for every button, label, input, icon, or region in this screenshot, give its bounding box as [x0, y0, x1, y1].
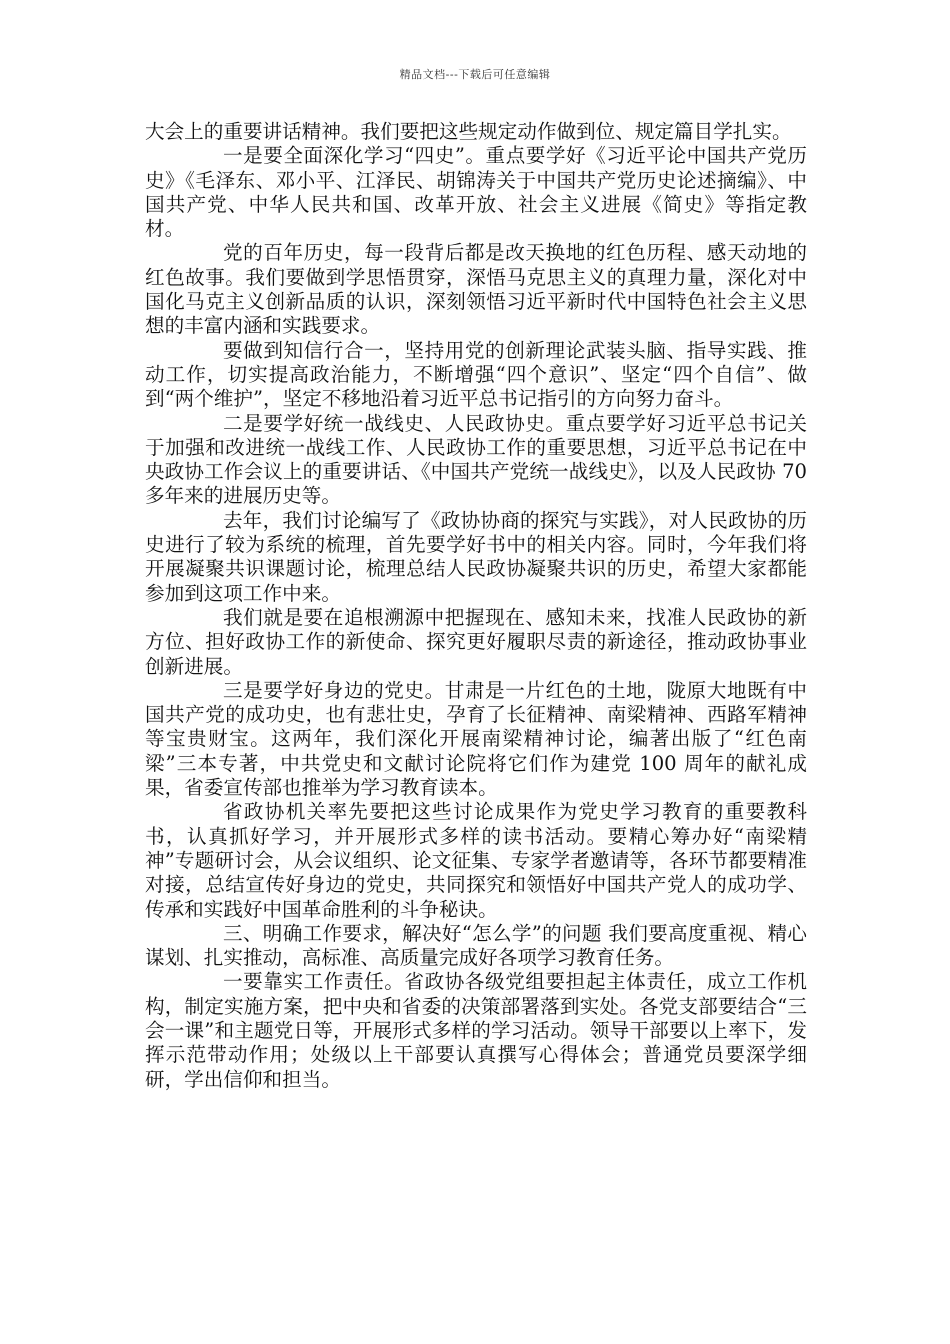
paragraph-6: 去年，我们讨论编写了《政协协商的探究与实践》，对人民政协的历史进行了较为系统的梳理，首先要学好书中的相关内容。同时，今年我们将开展凝聚共识课题讨论，梳理总结人民政协凝聚共识的历史，希望大家都能参加到这项工作中来。: [145, 508, 807, 605]
paragraph-11: 一要靠实工作责任。省政协各级党组要担起主体责任，成立工作机构，制定实施方案，把中央和省委的决策部署落到实处。各党支部要结合“三会一课”和主题党日等，开展形式多样的学习活动。领导干部要以上率下，发挥示范带动作用；处级以上干部要认真撰写心得体会；普通党员要深学细研，学出信仰和担当。: [145, 970, 807, 1091]
paragraph-8: 三是要学好身边的党史。甘肃是一片红色的土地，陇原大地既有中国共产党的成功史，也有悲壮史，孕育了长征精神、南梁精神、西路军精神等宝贵财宝。这两年，我们深化开展南梁精神讨论，编著出版了“红色南梁”三本专著，中共党史和文献讨论院将它们作为建党 100 周年的献礼成果，省委宣传部也推举为学习教育读本。: [145, 678, 807, 800]
paragraph-5: 二是要学好统一战线史、人民政协史。重点要学好习近平总书记关于加强和改进统一战线工作、人民政协工作的重要思想，习近平总书记在中央政协工作会议上的重要讲话、《中国共产党统一战线史》，以及人民政协 70 多年来的进展历史等。: [145, 411, 807, 508]
paragraph-1: 大会上的重要讲话精神。我们要把这些规定动作做到位、规定篇目学扎实。: [145, 120, 792, 143]
paragraph-3: 党的百年历史，每一段背后都是改天换地的红色历程、感天动地的红色故事。我们要做到学思悟贯穿，深悟马克思主义的真理力量，深化对中国化马克主义创新品质的认识，深刻领悟习近平新时代中国特色社会主义思想的丰富内涵和实践要求。: [145, 241, 807, 338]
paragraph-2: 一是要全面深化学习“四史”。重点要学好《习近平论中国共产党历史》《毛泽东、邓小平、江泽民、胡锦涛关于中国共产党历史论述摘编》、中国共产党、中华人民共和国、改革开放、社会主义进展《简史》等指定教材。: [145, 144, 807, 241]
page-header: 精品文档---下载后可任意编辑: [399, 68, 551, 81]
paragraph-7: 我们就是要在追根溯源中把握现在、感知未来，找准人民政协的新方位、担好政协工作的新使命、探究更好履职尽责的新途径，推动政协事业创新进展。: [145, 605, 807, 678]
document-body: [145, 120, 807, 1092]
paragraph-9: 省政协机关率先要把这些讨论成果作为党史学习教育的重要教科书，认真抓好学习，并开展形式多样的读书活动。要精心筹办好“南梁精神”专题研讨会，从会议组织、论文征集、专家学者邀请等，各环节都要精准对接，总结宣传好身边的党史，共同探究和领悟好中国共产党人的成功学、传承和实践好中国革命胜利的斗争秘诀。: [145, 800, 807, 921]
paragraph-4: 要做到知信行合一，坚持用党的创新理论武装头脑、指导实践、推动工作，切实提高政治能力，不断增强“四个意识”、坚定“四个自信”、做到“两个维护”，坚定不移地沿着习近平总书记指引的方向努力奋斗。: [145, 338, 807, 411]
paragraph-10: 三、明确工作要求，解决好“怎么学”的问题 我们要高度重视、精心谋划、扎实推动，高标准、高质量完成好各项学习教育任务。: [145, 921, 807, 970]
